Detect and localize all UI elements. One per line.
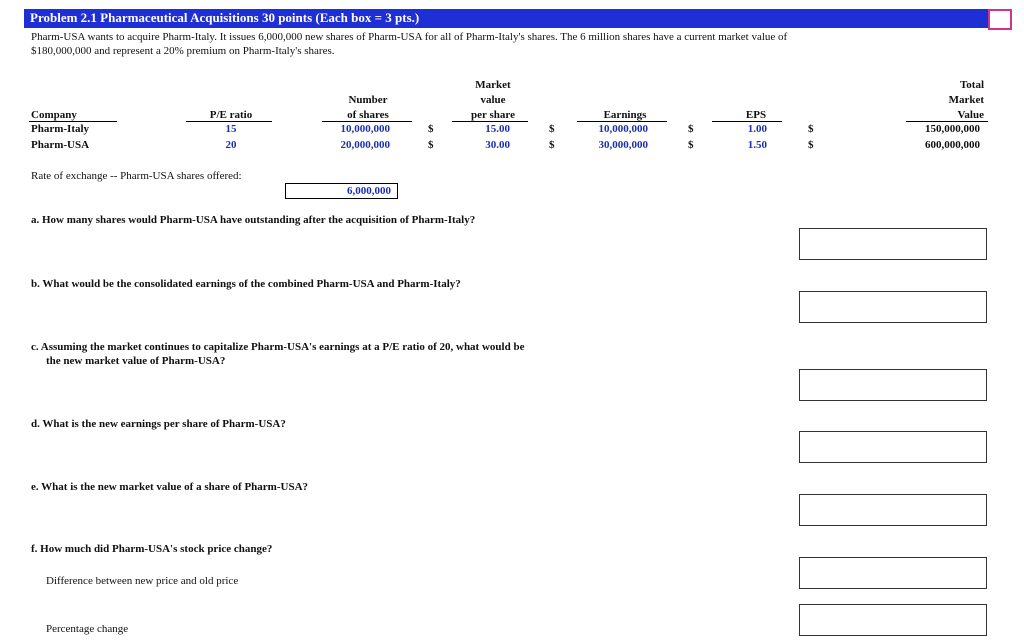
question-a: a. How many shares would Pharm-USA have outstanding after the acquisition of Pharm-Italy?	[31, 214, 476, 226]
intro-line-1: Pharm-USA wants to acquire Pharm-Italy. It issues 6,000,000 new shares of Pharm-USA for all of Pharm-Italy's shares. The 6 million shares have a current market value of	[31, 31, 788, 43]
row-italy-earnings: 10,000,000	[598, 123, 648, 135]
answer-f-percentage-box[interactable]	[799, 604, 987, 636]
header-mv-line1: Market	[475, 79, 511, 91]
row-italy-tmv-currency: $	[808, 123, 814, 135]
row-italy-price: 15.00	[485, 123, 510, 135]
exchange-value: 6,000,000	[347, 185, 391, 197]
header-tmv-line3: Value	[957, 109, 984, 121]
row-italy-tmv: 150,000,000	[925, 123, 980, 135]
row-usa-price: 30.00	[485, 139, 510, 151]
row-italy-company: Pharm-Italy	[31, 123, 90, 135]
row-italy-eps: 1.00	[747, 123, 767, 135]
header-mv-line3: per share	[471, 109, 515, 121]
question-b: b. What would be the consolidated earnings of the combined Pharm-USA and Pharm-Italy?	[31, 278, 461, 290]
question-d: d. What is the new earnings per share of Pharm-USA?	[31, 418, 286, 430]
question-c-line2: the new market value of Pharm-USA?	[46, 355, 226, 367]
question-f: f. How much did Pharm-USA's stock price change?	[31, 543, 273, 555]
header-shares-line1: Number	[348, 94, 388, 106]
header-earnings: Earnings	[603, 109, 647, 121]
header-mv-line2: value	[480, 94, 506, 106]
question-c-line1: c. Assuming the market continues to capitalize Pharm-USA's earnings at a P/E ratio of 20, what would be	[31, 341, 525, 353]
row-usa-price-currency: $	[428, 139, 434, 151]
row-usa-shares: 20,000,000	[340, 139, 390, 151]
header-shares-line2: of shares	[347, 109, 389, 121]
row-italy-price-currency: $	[428, 123, 434, 135]
answer-c-box[interactable]	[799, 369, 987, 401]
answer-a-box[interactable]	[799, 228, 987, 260]
row-usa-tmv-currency: $	[808, 139, 814, 151]
problem-title: Problem 2.1 Pharmaceutical Acquisitions 30 points (Each box = 3 pts.)	[30, 10, 420, 25]
row-usa-tmv: 600,000,000	[925, 139, 980, 151]
row-usa-company: Pharm-USA	[31, 139, 90, 151]
question-f-percentage-label: Percentage change	[46, 623, 129, 635]
row-usa-earnings-currency: $	[549, 139, 555, 151]
exchange-label: Rate of exchange -- Pharm-USA shares offered:	[31, 170, 242, 182]
answer-f-difference-box[interactable]	[799, 557, 987, 589]
header-company: Company	[31, 109, 77, 121]
row-italy-earnings-currency: $	[549, 123, 555, 135]
header-eps: EPS	[745, 109, 767, 121]
exchange-value-box	[285, 183, 398, 199]
row-usa-eps-currency: $	[688, 139, 694, 151]
problem-title-bar	[24, 9, 988, 28]
header-pe-ratio: P/E ratio	[209, 109, 253, 121]
row-italy-eps-currency: $	[688, 123, 694, 135]
answer-d-box[interactable]	[799, 431, 987, 463]
row-usa-eps: 1.50	[747, 139, 767, 151]
row-usa-earnings: 30,000,000	[598, 139, 648, 151]
question-f-difference-label: Difference between new price and old price	[46, 575, 239, 587]
row-italy-shares: 10,000,000	[340, 123, 390, 135]
header-tmv-line1: Total	[959, 79, 984, 91]
answer-b-box[interactable]	[799, 291, 987, 323]
header-tmv-line2: Market	[948, 94, 984, 106]
answer-e-box[interactable]	[799, 494, 987, 526]
question-e: e. What is the new market value of a share of Pharm-USA?	[31, 481, 309, 493]
intro-line-2: $180,000,000 and represent a 20% premium on Pharm-Italy's shares.	[31, 45, 335, 57]
row-usa-pe: 20	[225, 139, 237, 151]
row-italy-pe: 15	[225, 123, 237, 135]
title-corner-box[interactable]	[988, 9, 1012, 30]
